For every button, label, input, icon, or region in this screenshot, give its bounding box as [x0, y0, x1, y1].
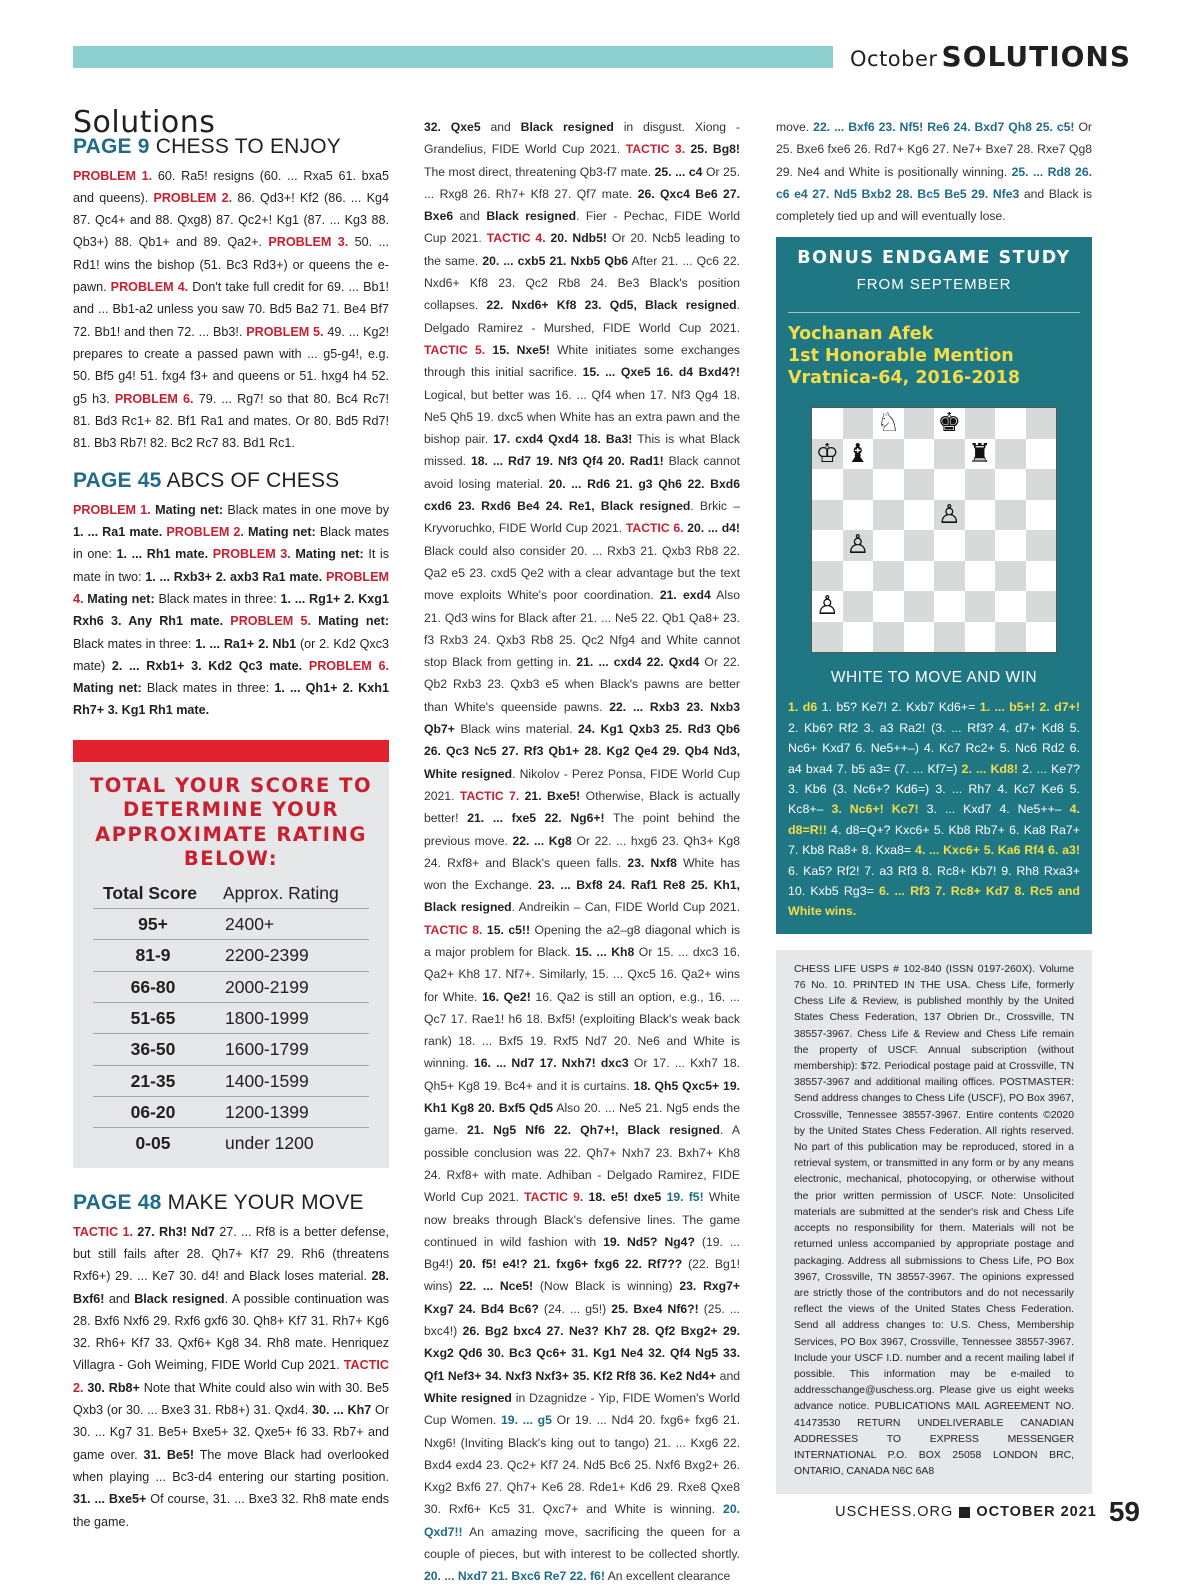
- rating-range: 1200-1399: [213, 1096, 369, 1127]
- text-run: 15. c5!!: [482, 922, 531, 937]
- board-square: [904, 622, 935, 653]
- text-run: Black cannot avoid losing material.: [424, 454, 740, 491]
- score-col-header: Total Score: [93, 878, 213, 909]
- rating-range: 1600-1799: [213, 1034, 369, 1065]
- text-run: move.: [776, 120, 814, 134]
- bonus-award: 1st Honorable Mention: [788, 346, 1014, 367]
- score-table-header: [93, 878, 369, 909]
- chess-piece: ♙: [934, 500, 965, 531]
- text-run: 1. ... Rxb3+ 2. axb3 Ra1 mate.: [145, 569, 323, 584]
- text-run: White now breaks through Black's defensive lines. The game continued in wild fashion with: [424, 1190, 741, 1249]
- text-run: 16. ... Nd7 17. Nxh7! dxc3: [473, 1056, 629, 1071]
- text-run: 19. Nd5? Ng4?: [603, 1234, 695, 1249]
- text-run: 30. Rb8+: [83, 1380, 140, 1395]
- board-square: [965, 469, 996, 500]
- text-run: 21. exd4: [659, 588, 711, 603]
- text-run: 15. ... Qxe5 16. d4 Bxd4?!: [582, 365, 740, 380]
- text-run: 4. d8=R!!: [788, 802, 1080, 837]
- rating-range: 1800-1999: [213, 1002, 369, 1033]
- score-box: [73, 740, 389, 1169]
- text-run: 1. ... Ra1 mate.: [73, 525, 163, 540]
- rating-range: 2400+: [213, 909, 369, 940]
- board-square: [995, 561, 1026, 592]
- bonus-source: Vratnica-64, 2016-2018: [788, 368, 1021, 389]
- board-square: [934, 561, 965, 592]
- board-square: [995, 500, 1026, 531]
- text-run: 22. ... Kg8: [512, 833, 572, 848]
- text-run: and: [716, 1368, 740, 1383]
- text-run: Black mates in three:: [73, 636, 196, 651]
- text-run: 28. Bxf6!: [73, 1269, 389, 1306]
- rating-range: 1400-1599: [213, 1065, 369, 1096]
- text-run: 26. Bg2 bxc4 27. Ne3? Kh7 28. Qf2 Bxg2+ 29. Kxg2 Qd6 30. Bc3 Qc6+ 31. Kg1 Ne4 32. Qf4 Ng5 33. Qf1 Nef3+ 34. Nxf3 Nxf3+ 35. Kf2 Rf8 36. Ke2 Nd4+: [424, 1324, 740, 1383]
- score-range: 21-35: [93, 1065, 213, 1096]
- text-run: 20. f5! e4!? 21. fxg6+ fxg6 22. Rf7??: [458, 1257, 683, 1272]
- text-run: 24. Kg1 Qxb3 25. Rd3 Qb6 26. Qc3 Nc5 27. Rf3 Qb1+ 28. Kg2 Qe4 29. Qb4 Nd3, White resigned: [424, 722, 740, 781]
- text-run: 23. Nxf8: [627, 855, 677, 870]
- column-2-text: [424, 116, 740, 1588]
- text-run: 25. Bg8!: [685, 142, 740, 157]
- text-run: It is mate in two:: [73, 547, 390, 584]
- score-table: [93, 878, 369, 1159]
- text-run: After 21. ... Qc6 22. Nxd6+ Kf8 23. Qc2 Rb8 24. Be3 Black's position collapses.: [424, 253, 740, 313]
- board-square: [812, 408, 843, 439]
- board-square: [904, 591, 935, 622]
- text-run: . Nikolov - Perez Ponsa, FIDE World Cup 2021.: [424, 766, 740, 803]
- text-run: Or 17. ... Kxh7 18. Qh5+ Kg8 19. Bc4+ and it is curtains.: [424, 1056, 741, 1093]
- board-square: [873, 622, 904, 653]
- board-square: [812, 561, 843, 592]
- text-run: PROBLEM 5.: [246, 324, 324, 339]
- text-run: 31. ... Bxe5+: [73, 1492, 147, 1507]
- text-run: TACTIC 9.: [524, 1190, 584, 1205]
- page48-title: MAKE YOUR MOVE: [167, 1191, 364, 1215]
- bonus-subtitle: FROM SEPTEMBER: [856, 275, 1012, 293]
- text-run: Don't take full credit for 69. ... Bb1! and ... Bb1-a2 unless you saw 70. Bd5 Ba2 71. Be4 Bf7 72. Bb1! and then 72. ... Bb3!.: [73, 280, 389, 339]
- rating-range: 2200-2399: [213, 940, 369, 971]
- board-square: [934, 439, 965, 470]
- board-square: [1026, 561, 1057, 592]
- text-run: 21. Bxe5!: [519, 788, 581, 803]
- text-run: 25. Bxe4 Nf6?!: [611, 1301, 699, 1316]
- text-run: This is what Black missed.: [424, 432, 740, 469]
- text-run: and: [104, 1291, 135, 1306]
- text-run: White initiates some exchanges through this initial sacrifice.: [424, 342, 740, 380]
- text-run: 22. ... Nce5!: [459, 1279, 534, 1294]
- text-run: and: [453, 209, 487, 224]
- text-run: 60. Ra5! resigns (60. ... Rxa5 61. bxa5 and queens).: [73, 168, 389, 205]
- text-run: 22. Nxd6+ Kf8 23. Qd5, Black resigned: [486, 298, 737, 313]
- text-run: 20. ... Rd6 21. g3 Qh6 22. Bxd6 cxd6 23. Rxd6 Be4 24. Re1, Black resigned: [424, 476, 740, 514]
- text-run: 16. Qa2 is still an option, e.g., 16. ... Qc7 17. Rae1! h6 18. Bxf5! (exploiting Black's weak back rank) 18. ... Bxf5 19. Rxf5 Nd7 20. Ne6 and White is winning.: [424, 989, 740, 1071]
- text-run: 1. ... b5+! 2. d7+!: [979, 700, 1080, 715]
- board-square: [904, 439, 935, 470]
- divider: [788, 312, 1080, 313]
- rating-col-header: Approx. Rating: [213, 878, 369, 909]
- board-square: [904, 408, 935, 439]
- text-run: PROBLEM 4.: [110, 280, 189, 295]
- column-3-text: [776, 116, 1092, 227]
- square-icon: [959, 1507, 970, 1518]
- text-run: . Brkic – Kryvoruchko, FIDE World Cup 2021.: [424, 499, 740, 536]
- text-run: 1. ... Rh1 mate.: [116, 547, 209, 562]
- text-run: Black resigned: [486, 209, 577, 224]
- text-run: PROBLEM 3.: [268, 235, 349, 250]
- board-square: [904, 561, 935, 592]
- board-square: [934, 530, 965, 561]
- board-square: [995, 530, 1026, 561]
- bonus-endgame-study: [776, 237, 1092, 933]
- text-run: Black could also consider 20. ... Rxb3 21. Qxb3 Rb8 22. Qa2 e5 23. cxd5 Qe2 with a clear advantage but the text move exploits White's poor coordination.: [424, 543, 740, 603]
- text-run: (24. ... g5!): [538, 1301, 612, 1316]
- text-run: Black wins material.: [454, 722, 579, 737]
- text-run: Or 20. Ncb5 leading to the same.: [424, 231, 740, 268]
- text-run: PROBLEM 4.: [73, 569, 389, 606]
- text-run: Black mates in one move by: [223, 502, 389, 517]
- page48-text: [73, 1221, 389, 1533]
- text-run: The point behind the previous move.: [424, 811, 741, 848]
- board-square: [995, 622, 1026, 653]
- text-run: TACTIC 7.: [459, 788, 520, 803]
- text-run: . A possible continuation was 28. Bxf6 Nxf6 29. Rxf6 gxf6 30. Qh8+ Kf7 31. Rh7+ Kg6 32. Rh6+ Kf7 33. Qxf6+ Kg8 34. Rh8 mate. Henriquez Villagra - Goh Weiming, FIDE World Cup 2021.: [73, 1291, 389, 1373]
- text-run: Mating net:: [83, 591, 155, 606]
- text-run: Black mates in three:: [141, 681, 275, 696]
- board-square: [1026, 408, 1057, 439]
- text-run: White has won the Exchange.: [424, 855, 740, 893]
- board-square: [965, 561, 996, 592]
- text-run: Or 19. ... Nd4 20. fxg6+ fxg6 21. Nxg6! (Inviting Black's king out to tango) 21. ... Kxg6 22. Bxd4 exd4 23. Qc2+ Kf7 24. Nd5 Bc6 25. Nxf6 Bxg2+ 26. Kxg2 Bxf6 27. Qh7+ Ke6 28. Rde1+ Kd6 29. Rxe8 Qxe8 30. Rxf6+ Kc5 31. Qxc7+ and White is winning.: [424, 1413, 740, 1517]
- board-square: [1026, 500, 1057, 531]
- score-range: 06-20: [93, 1096, 213, 1127]
- page45-number: PAGE 45: [73, 469, 162, 493]
- text-run: [302, 659, 309, 673]
- text-run: TACTIC 3.: [625, 142, 686, 157]
- score-range: 81-9: [93, 940, 213, 971]
- text-run: 27. Rh3! Nd7: [133, 1224, 216, 1239]
- text-run: 1. ... Qh1+ 2. Kxh1 Rh7+ 3. Kg1 Rh1 mate.: [73, 681, 389, 718]
- chess-board: [811, 407, 1057, 653]
- board-square: [934, 469, 965, 500]
- text-run: 6. Ka5? Rf2! 7. a3 Rf3 8. Rc8+ Kb7! 9. Rh8 Rxa3+ 10. Kxb5 Rg3=: [788, 863, 1080, 899]
- board-square: [843, 561, 874, 592]
- page-number: 59: [1108, 1496, 1140, 1527]
- text-run: 19. ... g5: [501, 1413, 552, 1428]
- chess-piece: ♙: [812, 591, 843, 622]
- text-run: Opening the a2–g8 diagonal which is a major problem for Black.: [424, 922, 741, 959]
- text-run: and Black is completely tied up and will eventually lose.: [776, 186, 1092, 224]
- text-run: 1. b5? Ke7! 2. Kxb7 Kd6+=: [817, 700, 980, 715]
- score-row: [93, 940, 369, 971]
- text-run: Or 22. ... hxg6 23. Qh3+ Kg8 24. Rxf8+ and Black's queen falls.: [424, 833, 740, 870]
- text-run: Mating net:: [73, 681, 142, 696]
- board-square: [904, 530, 935, 561]
- text-run: (25. ... bxc4!): [424, 1301, 740, 1339]
- text-run: Black mates in three:: [154, 591, 281, 606]
- text-run: 25. ... c4: [654, 164, 703, 179]
- page9-number: PAGE 9: [73, 135, 150, 159]
- text-run: 23. Rxg7+ Kxg7 24. Bd4 Bc6?: [424, 1279, 740, 1316]
- text-run: TACTIC 8.: [424, 922, 483, 937]
- page48-number: PAGE 48: [73, 1191, 162, 1215]
- text-run: Or 25. Bxe6 fxe6 26. Rd7+ Kg6 27. Ne7+ Bxe7 28. Rxe7 Qg8 29. Ne4 and White is positionally winning.: [776, 120, 1092, 179]
- text-run: Or 25. ... Rxg8 26. Rh7+ Kf8 27. Qf7 mate.: [424, 164, 740, 201]
- text-run: Black resigned: [520, 120, 614, 134]
- text-run: 21. ... cxd4 22. Qxd4: [576, 655, 700, 670]
- text-run: . Fier - Pechac, FIDE World Cup 2021.: [424, 209, 740, 246]
- page9-heading: [73, 136, 389, 158]
- board-square: [873, 500, 904, 531]
- board-square: [873, 530, 904, 561]
- text-run: 15. ... Kh8: [575, 944, 635, 959]
- board-square: [965, 500, 996, 531]
- chess-piece: ♘: [873, 408, 904, 439]
- text-run: 20. ... d4!: [683, 521, 740, 536]
- text-run: Logical, but better was 16. ... Qf4 when 17. Nf3 Qg4 18. Ne5 Qh5 19. dxc5 when White has an extra pawn and the bishop pair.: [424, 387, 740, 447]
- text-run: (or 2. Kd2 Qxc3 mate): [73, 636, 389, 673]
- header-section: SOLUTIONS: [941, 40, 1132, 73]
- score-range: 66-80: [93, 971, 213, 1002]
- chess-piece: ♙: [843, 530, 874, 561]
- board-square: [995, 591, 1026, 622]
- text-run: 32. Qxe5: [424, 120, 481, 134]
- text-run: PROBLEM 5.: [230, 614, 311, 629]
- text-run: (Now Black is winning): [533, 1279, 680, 1294]
- text-run: 22. ... Rxb3 23. Nxb3 Qb7+: [424, 699, 740, 737]
- rating-range: 2000-2199: [213, 971, 369, 1002]
- board-square: [873, 561, 904, 592]
- score-row: [93, 1002, 369, 1033]
- header-bar: [73, 46, 833, 68]
- board-square: [1026, 530, 1057, 561]
- publication-info: CHESS LIFE USPS # 102-840 (ISSN 0197-260X). Volume 76 No. 10. PRINTED IN THE USA. Chess Life, formerly Chess Life & Review, is published monthly by the United States Chess Federation, 137 Obrien Dr., Crossville, TN 38557-3967. Chess Life & Review and Chess Life remain the property of USCF. Annual subscription (without membership): $72. Periodical postage paid at Crossville, TN 38557-3967 and additional mailing offices. POSTMASTER: Send address changes to Chess Life (USCF), PO Box 3967, Crossville, Tennessee 38557-3967. Entire contents ©2020 by the United States Chess Federation. All rights reserved. No part of this publication may be reproduced, stored in a retrieval system, or transmitted in any form or by any means electronic, mechanical, photocopying, or otherwise without the prior written permission of USCF. Note: Unsolicited materials are submitted at the sender's risk and Chess Life accepts no responsibility for them. Materials will not be returned unless accompanied by appropriate postage and packaging. Address all submissions to Chess Life, PO Box 3967, Crossville, TN 38557-3967. The opinions expressed are strictly those of the contributors and do not necessarily reflect the views of the United States Chess Federation. Send all address changes to: U.S. Chess, Membership Services, PO Box 3967, Crossville, Tennessee 38557-3967. Include your USCF I.D. number and a recent mailing label if possible. This information may be e-mailed to addresschange@uschess.org. Please give us eight weeks advance notice. PUBLICATIONS MAIL AGREEMENT NO. 41473530 RETURN UNDELIVERABLE CANADIAN ADDRESSES TO EXPRESS MESSENGER INTERNATIONAL P.O. BOX 25058 LONDON BRC, ONTARIO, CANADA N6C 6A8: [776, 950, 1092, 1495]
- page45-text: [73, 499, 389, 722]
- page45-title: ABCS OF CHESS: [166, 469, 340, 493]
- text-run: PROBLEM 2.: [166, 525, 244, 540]
- text-run: PROBLEM 6.: [114, 391, 194, 406]
- text-run: 22. ... Bxf6 23. Nf5! Re6 24. Bxd7 Qh8 25. c5!: [813, 120, 1075, 134]
- text-run: Black resigned: [134, 1291, 225, 1306]
- text-run: 19. f5!: [666, 1190, 704, 1205]
- text-run: 26. Qxc4 Be6 27. Bxe6: [424, 186, 740, 224]
- score-row: [93, 971, 369, 1002]
- board-square: [843, 408, 874, 439]
- board-square: [812, 530, 843, 561]
- text-run: 2. ... Kd8!: [961, 761, 1018, 776]
- board-square: [812, 469, 843, 500]
- text-run: 1. ... Rg1+ 2. Kxg1 Rxh6 3. Any Rh1 mate.: [73, 591, 389, 629]
- board-square: [873, 591, 904, 622]
- board-square: [965, 530, 996, 561]
- text-run: (19. ... Bg4!): [424, 1234, 740, 1272]
- text-run: 3. ... Kxd7 4. Ne5++–: [918, 802, 1070, 817]
- board-square: [1026, 591, 1057, 622]
- bonus-caption: WHITE TO MOVE AND WIN: [830, 669, 1038, 687]
- text-run: 16. Qe2!: [482, 989, 531, 1004]
- board-square: [812, 622, 843, 653]
- board-square: [1026, 622, 1057, 653]
- text-run: 20. Ndb5!: [545, 231, 607, 246]
- text-run: 3. Nc6+! Kc7!: [831, 802, 919, 817]
- text-run: 23. ... Bxf8 24. Raf1 Re8 25. Kh1, Black resigned: [424, 878, 740, 915]
- board-square: [843, 591, 874, 622]
- board-square: [934, 591, 965, 622]
- text-run: Mating net:: [290, 547, 364, 562]
- text-run: TACTIC 1.: [73, 1224, 133, 1239]
- text-run: Or 15. ... dxc3 16. Qa2+ Kh8 17. Nf7+. Similarly, 15. ... Qxc5 16. Qa2+ wins for White.: [424, 944, 740, 1004]
- score-row: [93, 1065, 369, 1096]
- text-run: PROBLEM 6.: [308, 658, 389, 673]
- text-run: 86. Qd3+! Kf2 (86. ... Kg4 87. Qc4+ and 88. Qxg8) 87. Qc2+! Kg1 (87. ... Kg3 88. Qb3+) 88. Qb1+ and 89. Qa2+.: [73, 190, 390, 250]
- chess-piece: ♚: [934, 408, 965, 439]
- board-square: [934, 622, 965, 653]
- column-1: [73, 105, 390, 1533]
- text-run: Black mates in one:: [73, 525, 390, 562]
- text-run: The most direct, threatening Qb3-f7 mate.: [424, 164, 655, 179]
- board-square: [904, 469, 935, 500]
- text-run: in disgust. Xiong - Grandelius, FIDE World Cup 2021.: [424, 120, 740, 157]
- text-run: TACTIC 6.: [625, 521, 684, 536]
- score-range: 36-50: [93, 1034, 213, 1065]
- bonus-author: Yochanan Afek: [788, 324, 934, 345]
- text-run: 31. Be5!: [143, 1447, 195, 1462]
- text-run: 21. Ng5 Nf6 22. Qh7+!, Black resigned: [467, 1123, 720, 1138]
- text-run: 20. Qxd7!!: [424, 1502, 740, 1539]
- board-square: [904, 500, 935, 531]
- page48-heading: [73, 1192, 389, 1214]
- score-row: [93, 1034, 369, 1065]
- score-row: [93, 909, 369, 940]
- text-run: 18. e5! dxe5: [583, 1190, 662, 1205]
- text-run: 50. ... Rd1! wins the bishop (51. Bc3 Rd3+) or queens the e-pawn.: [73, 235, 389, 295]
- text-run: and: [480, 120, 521, 134]
- text-run: in Dzagnidze - Yip, FIDE Women's World Cup Women.: [424, 1390, 741, 1428]
- board-square: [843, 622, 874, 653]
- header-month: October: [850, 47, 938, 71]
- text-run: 79. ... Rg7! so that 80. Bc4 Rc7! 81. Bd3 Rc1+ 82. Bf1 Ra1 and mates. Or 80. Bd5 Rd7! 81. Bb3 Rb7! 82. Bc2 Rc7 83. Bd1 Rc1.: [73, 391, 389, 451]
- text-run: 21. ... fxe5 22. Ng6+!: [467, 811, 605, 826]
- board-square: [995, 408, 1026, 439]
- page45-heading: [73, 470, 389, 492]
- text-run: Or 30. ... Kg7 31. Be5+ Bxe5+ 32. Qxe5+ f6 33. Rb7+ and game over.: [73, 1403, 389, 1462]
- text-run: 2. ... Ke7? 3. Kb6 (3. Nc6+? Kd6=) 3. ... Rh7 4. Kc7 Ke6 5. Kc8+–: [788, 761, 1080, 817]
- text-run: PROBLEM 2.: [153, 190, 233, 205]
- text-run: An excellent clearance: [604, 1569, 731, 1584]
- bonus-solution: [788, 697, 1080, 921]
- text-run: (22. Bg1! wins): [424, 1257, 740, 1294]
- board-square: [1026, 439, 1057, 470]
- text-run: The move Black had overlooked when playing ... Bc3-d4 entering our starting position.: [73, 1447, 389, 1484]
- page9-title: CHESS TO ENJOY: [155, 135, 341, 159]
- text-run: 27. ... Rf8 is a better defense, but still fails after 28. Qh7+ Kf7 29. Rh6 (threatens Rxf6+) 29. ... Ke7 30. d4! and Black loses material.: [73, 1224, 389, 1284]
- footer-month: OCTOBER 2021: [976, 1504, 1097, 1520]
- board-square: [995, 439, 1026, 470]
- board-square: [843, 469, 874, 500]
- board-square: [965, 591, 996, 622]
- text-run: An amazing move, sacrificing the queen for a couple of pieces, but with interest to be collected shortly.: [424, 1524, 740, 1561]
- page-footer: [835, 1496, 1140, 1528]
- text-run: 25. ... Rd8 26. c6 e4 27. Nd5 Bxb2 28. Bc5 Be5 29. Nfe3: [776, 164, 1092, 201]
- footer-site: USCHESS.ORG: [835, 1504, 954, 1520]
- score-title: TOTAL YOUR SCORE TO DETERMINE YOUR APPROXIMATE RATING BELOW:: [89, 773, 373, 871]
- score-range: 95+: [93, 909, 213, 940]
- text-run: Mating net:: [243, 525, 316, 540]
- solutions-heading: Solutions: [73, 105, 216, 140]
- text-run: 6. ... Rf3 7. Rc8+ Kd7 8. Rc5 and White wins.: [788, 884, 1080, 919]
- text-run: Also 20. ... Ne5 21. Ng5 ends the game.: [424, 1101, 740, 1138]
- board-square: [1026, 469, 1057, 500]
- text-run: TACTIC 2.: [73, 1358, 389, 1395]
- text-run: 1. d6: [788, 700, 818, 715]
- chess-piece: ♝: [843, 439, 874, 470]
- board-square: [873, 439, 904, 470]
- board-square: [873, 469, 904, 500]
- text-run: PROBLEM 1.: [73, 502, 151, 517]
- text-run: Of course, 31. ... Bxe3 32. Rh8 mate ends the game.: [73, 1492, 389, 1529]
- column-3: [776, 116, 1092, 1494]
- text-run: 4. ... Kxc6+ 5. Ka6 Rf4 6. a3!: [914, 843, 1081, 858]
- text-run: . Delgado Ramirez - Murshed, FIDE World Cup 2021.: [424, 298, 740, 335]
- text-run: 49. ... Kg2! prepares to create a passed pawn with ... g5-g4!, e.g. 50. Bf5 g4! 51. fxg4 f3+ and queens or 51. hxg4 h4 52. g5 h3.: [73, 324, 389, 406]
- text-run: Mating net:: [310, 614, 390, 629]
- board-square: [965, 408, 996, 439]
- score-row: [93, 1096, 369, 1127]
- board-square: [965, 622, 996, 653]
- rating-range: under 1200: [225, 1133, 314, 1154]
- text-run: PROBLEM 1.: [73, 168, 153, 183]
- score-range: 51-65: [93, 1002, 213, 1033]
- score-row: [93, 1128, 369, 1159]
- text-run: 18. ... Rd7 19. Nf3 Qf4 20. Rad1!: [470, 454, 664, 469]
- text-run: . Andreikin – Can, FIDE World Cup 2021.: [511, 900, 740, 915]
- text-run: 1. ... Ra1+ 2. Nb1: [195, 636, 297, 651]
- page9-text: [73, 165, 389, 455]
- score-range: 0-05: [135, 1133, 171, 1154]
- chess-piece: ♔: [812, 439, 843, 470]
- bonus-title: BONUS ENDGAME STUDY: [797, 248, 1071, 269]
- board-square: [812, 500, 843, 531]
- text-run: White resigned: [424, 1390, 512, 1405]
- text-run: . A possible conclusion was 22. Qh7+ Nxh7 23. Bxh7+ Kh8 24. Rxf8+ with mate. Adhiban - Delgado Ramirez, FIDE World Cup 2021.: [424, 1123, 740, 1205]
- text-run: 17. cxd4 Qxd4 18. Ba3!: [493, 432, 633, 447]
- chess-piece: ♜: [965, 439, 996, 470]
- text-run: 18. Qh5 Qxc5+ 19. Kh1 Kg8 20. Bxf5 Qd5: [424, 1078, 740, 1116]
- text-run: Mating net:: [150, 502, 224, 517]
- text-run: TACTIC 4.: [486, 231, 546, 246]
- text-run: 30. ... Kh7: [312, 1403, 372, 1418]
- board-square: [843, 500, 874, 531]
- text-run: 4. d8=Q+? Kxc6+ 5. Kb8 Rb7+ 6. Ka8 Ra7+ 7. Kb8 Ra8+ 8. Kxa8=: [788, 822, 1080, 858]
- section-title: [850, 40, 1131, 73]
- text-run: Note that White could also win with 30. Be5 Qxb3 (or 30. ... Bxe3 31. Rb8+) 31. Qxd4.: [73, 1380, 389, 1418]
- text-run: 20. ... Nxd7 21. Bxc6 Re7 22. f6!: [424, 1569, 605, 1584]
- score-red-bar: [73, 740, 389, 762]
- text-run: 2. Kb6? Rf2 3. a3 Ra2! (3. ... Rf3? 4. d7+ Kd8 5. Nc6+ Kxd7 6. Ne5++–) 4. Kc7 Rc2+ 5. Nc6 Rd2 6. a4 bxa4 7. b5 a3= (7. ... Kf7=): [788, 720, 1080, 776]
- text-run: Or 22. Qb2 Rxb3 23. Qxb3 e5 when Black's pawns are better than White's queenside pawns.: [424, 655, 740, 714]
- text-run: Also 21. Qd3 wins for Black after 21. ... Ne5 22. Qb1 Qa8+ 23. f3 Rxb3 24. Qxb3 Rb8 25. Qc2 Nfg4 and White cannot stop Black from getting in.: [424, 588, 741, 670]
- text-run: PROBLEM 3.: [212, 547, 291, 562]
- board-square: [995, 469, 1026, 500]
- text-run: 20. ... cxb5 21. Nxb5 Qb6: [482, 253, 629, 268]
- text-run: 15. Nxe5!: [485, 342, 550, 357]
- text-run: 2. ... Rxb1+ 3. Kd2 Qc3 mate.: [111, 658, 303, 673]
- text-run: Otherwise, Black is actually better!: [424, 788, 740, 826]
- text-run: TACTIC 5.: [424, 342, 486, 357]
- column-2: [424, 116, 740, 1588]
